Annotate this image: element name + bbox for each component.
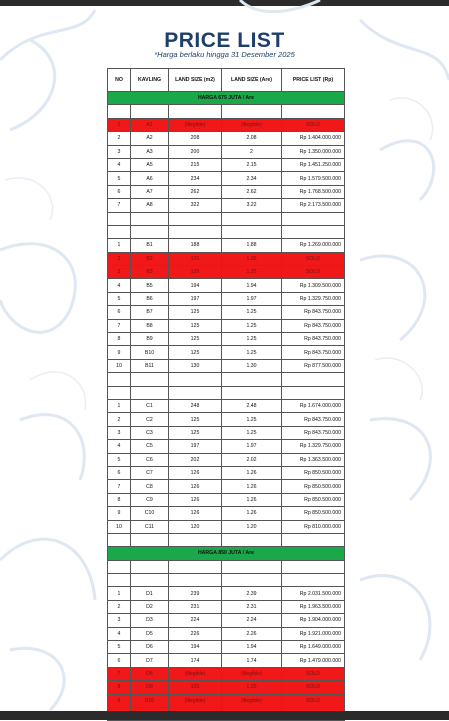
empty-cell xyxy=(131,105,169,118)
cell-land-size-m2: 126 xyxy=(169,507,222,520)
validity-note: *Harga berlaku hingga 31 Desember 2025 xyxy=(154,50,295,59)
empty-cell xyxy=(108,212,131,225)
cell-price: Rp 1.350.000.000 xyxy=(282,145,345,158)
cell-land-size-are: 1.74 xyxy=(222,654,282,667)
cell-land-size-m2: 239 xyxy=(169,587,222,600)
empty-cell xyxy=(131,373,169,386)
cell-kavling: B5 xyxy=(131,279,169,292)
cell-land-size-m2: (illegible) xyxy=(169,118,222,131)
table-row xyxy=(108,279,345,292)
table-row xyxy=(108,426,345,439)
cell-no: 8 xyxy=(108,681,131,694)
cell-land-size-m2: 125 xyxy=(169,306,222,319)
cell-land-size-m2: 125 xyxy=(169,252,222,265)
cell-land-size-are: 1.26 xyxy=(222,507,282,520)
table-row xyxy=(108,614,345,627)
cell-no: 6 xyxy=(108,306,131,319)
cell-no: 2 xyxy=(108,600,131,613)
cell-price: Rp 843.750.000 xyxy=(282,346,345,359)
empty-cell xyxy=(282,105,345,118)
empty-cell xyxy=(131,560,169,573)
cell-no: 7 xyxy=(108,667,131,680)
price-group-band xyxy=(108,92,345,105)
cell-land-size-m2: (illegible) xyxy=(169,667,222,680)
cell-kavling: B10 xyxy=(131,346,169,359)
cell-land-size-are: 1.26 xyxy=(222,466,282,479)
cell-no: 5 xyxy=(108,641,131,654)
table-row xyxy=(108,520,345,533)
cell-price: SOLD xyxy=(282,118,345,131)
cell-land-size-m2: 125 xyxy=(169,346,222,359)
cell-land-size-are: (illegible) xyxy=(222,667,282,680)
top-frame-bar xyxy=(0,0,449,6)
table-row xyxy=(108,480,345,493)
cell-land-size-are: 1.97 xyxy=(222,292,282,305)
cell-kavling: B3 xyxy=(131,266,169,279)
table-row xyxy=(108,185,345,198)
cell-no: 8 xyxy=(108,333,131,346)
cell-no: 4 xyxy=(108,627,131,640)
cell-kavling: C10 xyxy=(131,507,169,520)
cell-no: 9 xyxy=(108,694,131,707)
empty-cell xyxy=(282,560,345,573)
cell-price: Rp 1.579.500.000 xyxy=(282,172,345,185)
cell-kavling: D8 xyxy=(131,667,169,680)
cell-no: 7 xyxy=(108,319,131,332)
cell-price: SOLD xyxy=(282,681,345,694)
cell-price: Rp 1.363.500.000 xyxy=(282,453,345,466)
cell-price: Rp 877.500.000 xyxy=(282,359,345,372)
cell-kavling: A7 xyxy=(131,185,169,198)
sold-row xyxy=(108,118,345,131)
table-body xyxy=(108,92,345,721)
cell-kavling: A6 xyxy=(131,172,169,185)
cell-no: 8 xyxy=(108,493,131,506)
cell-kavling: B9 xyxy=(131,333,169,346)
cell-land-size-m2: 120 xyxy=(169,520,222,533)
cell-price: Rp 1.963.500.000 xyxy=(282,600,345,613)
empty-cell xyxy=(169,386,222,399)
cell-land-size-m2: 262 xyxy=(169,185,222,198)
cell-land-size-m2: 194 xyxy=(169,279,222,292)
cell-land-size-m2: (illegible) xyxy=(169,694,222,707)
cell-land-size-are: 2.15 xyxy=(222,158,282,171)
cell-kavling: D2 xyxy=(131,600,169,613)
cell-kavling: C7 xyxy=(131,466,169,479)
cell-price: Rp 850.500.000 xyxy=(282,493,345,506)
cell-price: Rp 843.750.000 xyxy=(282,413,345,426)
cell-kavling: B1 xyxy=(131,239,169,252)
table-row xyxy=(108,587,345,600)
spacer-row xyxy=(108,574,345,587)
bottom-frame-bar xyxy=(0,711,449,720)
cell-land-size-are: 1.26 xyxy=(222,480,282,493)
cell-land-size-are: (illegible) xyxy=(222,118,282,131)
cell-land-size-are: 1.25 xyxy=(222,426,282,439)
cell-kavling: A2 xyxy=(131,132,169,145)
empty-cell xyxy=(108,225,131,238)
cell-land-size-are: 2.02 xyxy=(222,453,282,466)
spacer-row xyxy=(108,386,345,399)
header-no: NO xyxy=(108,69,131,92)
spacer-row xyxy=(108,225,345,238)
empty-cell xyxy=(131,386,169,399)
table-row xyxy=(108,145,345,158)
cell-land-size-are: 1.25 xyxy=(222,681,282,694)
table-row xyxy=(108,199,345,212)
cell-no: 10 xyxy=(108,359,131,372)
empty-cell xyxy=(282,225,345,238)
cell-kavling: A1 xyxy=(131,118,169,131)
cell-price: Rp 1.309.500.000 xyxy=(282,279,345,292)
cell-price: Rp 1.329.750.000 xyxy=(282,292,345,305)
cell-land-size-are: 1.25 xyxy=(222,346,282,359)
cell-land-size-m2: 231 xyxy=(169,600,222,613)
table-row xyxy=(108,399,345,412)
cell-price: Rp 1.674.000.000 xyxy=(282,399,345,412)
cell-land-size-are: 1.25 xyxy=(222,252,282,265)
spacer-row xyxy=(108,105,345,118)
cell-land-size-are: 1.26 xyxy=(222,493,282,506)
spacer-row xyxy=(108,212,345,225)
cell-land-size-are: 1.25 xyxy=(222,319,282,332)
empty-cell xyxy=(222,225,282,238)
cell-kavling: B7 xyxy=(131,306,169,319)
cell-no: 2 xyxy=(108,132,131,145)
cell-land-size-m2: 322 xyxy=(169,199,222,212)
cell-land-size-m2: 248 xyxy=(169,399,222,412)
cell-price: Rp 843.750.000 xyxy=(282,306,345,319)
empty-cell xyxy=(108,386,131,399)
cell-land-size-are: 2.48 xyxy=(222,399,282,412)
empty-cell xyxy=(169,105,222,118)
cell-no: 3 xyxy=(108,614,131,627)
table-row xyxy=(108,172,345,185)
table-row xyxy=(108,319,345,332)
cell-land-size-are: 2.39 xyxy=(222,587,282,600)
empty-cell xyxy=(282,386,345,399)
cell-price: Rp 1.921.000.000 xyxy=(282,627,345,640)
empty-cell xyxy=(108,105,131,118)
table-row xyxy=(108,466,345,479)
table-row xyxy=(108,292,345,305)
empty-cell xyxy=(222,105,282,118)
empty-cell xyxy=(108,533,131,546)
cell-land-size-m2: 202 xyxy=(169,453,222,466)
table-row xyxy=(108,239,345,252)
empty-cell xyxy=(108,560,131,573)
cell-land-size-m2: 125 xyxy=(169,319,222,332)
cell-kavling: D5 xyxy=(131,627,169,640)
table-row xyxy=(108,654,345,667)
price-list-table xyxy=(107,68,345,721)
cell-land-size-m2: 197 xyxy=(169,440,222,453)
cell-price: Rp 2.031.500.000 xyxy=(282,587,345,600)
cell-land-size-m2: 194 xyxy=(169,641,222,654)
cell-no: 2 xyxy=(108,413,131,426)
empty-cell xyxy=(131,533,169,546)
cell-price: SOLD xyxy=(282,667,345,680)
table-header-row xyxy=(108,69,345,92)
empty-cell xyxy=(282,373,345,386)
cell-land-size-m2: 126 xyxy=(169,493,222,506)
cell-kavling: D1 xyxy=(131,587,169,600)
cell-land-size-are: 2 xyxy=(222,145,282,158)
table-row xyxy=(108,306,345,319)
sold-row xyxy=(108,694,345,707)
cell-land-size-m2: 125 xyxy=(169,426,222,439)
cell-land-size-m2: 234 xyxy=(169,172,222,185)
cell-price: Rp 1.269.000.000 xyxy=(282,239,345,252)
spacer-row xyxy=(108,560,345,573)
cell-no: 1 xyxy=(108,587,131,600)
cell-price: Rp 1.329.750.000 xyxy=(282,440,345,453)
header-price-list: PRICE LIST (Rp) xyxy=(282,69,345,92)
cell-no: 6 xyxy=(108,185,131,198)
cell-no: 5 xyxy=(108,292,131,305)
cell-no: 5 xyxy=(108,453,131,466)
table-row xyxy=(108,440,345,453)
cell-land-size-are: 2.31 xyxy=(222,600,282,613)
cell-price: Rp 1.479.000.000 xyxy=(282,654,345,667)
cell-kavling: D9 xyxy=(131,681,169,694)
cell-price: SOLD xyxy=(282,252,345,265)
cell-price: Rp 1.768.500.000 xyxy=(282,185,345,198)
empty-cell xyxy=(169,560,222,573)
cell-kavling: B8 xyxy=(131,319,169,332)
cell-price: Rp 843.750.000 xyxy=(282,319,345,332)
empty-cell xyxy=(169,574,222,587)
cell-kavling: B11 xyxy=(131,359,169,372)
table-row xyxy=(108,453,345,466)
cell-kavling: C8 xyxy=(131,480,169,493)
cell-no: 2 xyxy=(108,252,131,265)
empty-cell xyxy=(131,212,169,225)
table-row xyxy=(108,507,345,520)
cell-no: 7 xyxy=(108,199,131,212)
cell-land-size-are: 2.34 xyxy=(222,172,282,185)
cell-land-size-m2: 130 xyxy=(169,359,222,372)
cell-price: Rp 2.173.500.000 xyxy=(282,199,345,212)
cell-kavling: B6 xyxy=(131,292,169,305)
cell-land-size-m2: 126 xyxy=(169,480,222,493)
cell-land-size-m2: 174 xyxy=(169,654,222,667)
table-row xyxy=(108,627,345,640)
cell-price: Rp 843.750.000 xyxy=(282,333,345,346)
cell-land-size-are: 1.94 xyxy=(222,279,282,292)
cell-no: 4 xyxy=(108,440,131,453)
cell-land-size-are: 1.94 xyxy=(222,641,282,654)
cell-price: Rp 850.500.000 xyxy=(282,480,345,493)
cell-land-size-m2: 125 xyxy=(169,681,222,694)
cell-land-size-are: 1.30 xyxy=(222,359,282,372)
cell-land-size-are: 1.25 xyxy=(222,413,282,426)
cell-land-size-m2: 125 xyxy=(169,333,222,346)
cell-kavling: C2 xyxy=(131,413,169,426)
cell-no: 6 xyxy=(108,654,131,667)
cell-no: 1 xyxy=(108,239,131,252)
table-row xyxy=(108,132,345,145)
cell-price: Rp 1.404.000.000 xyxy=(282,132,345,145)
cell-price: Rp 1.649.000.000 xyxy=(282,641,345,654)
cell-land-size-m2: 125 xyxy=(169,266,222,279)
header-kavling: KAVLING xyxy=(131,69,169,92)
empty-cell xyxy=(131,225,169,238)
cell-land-size-are: 1.88 xyxy=(222,239,282,252)
cell-kavling: D3 xyxy=(131,614,169,627)
cell-land-size-are: 2.26 xyxy=(222,627,282,640)
cell-land-size-m2: 208 xyxy=(169,132,222,145)
table-row xyxy=(108,346,345,359)
empty-cell xyxy=(169,212,222,225)
cell-no: 9 xyxy=(108,346,131,359)
cell-kavling: D7 xyxy=(131,654,169,667)
cell-kavling: C1 xyxy=(131,399,169,412)
page-title: PRICE LIST xyxy=(164,29,285,52)
cell-kavling: D10 xyxy=(131,694,169,707)
cell-price: Rp 850.500.000 xyxy=(282,466,345,479)
empty-cell xyxy=(131,574,169,587)
empty-cell xyxy=(108,373,131,386)
price-group-band xyxy=(108,547,345,560)
table-row xyxy=(108,600,345,613)
sold-row xyxy=(108,252,345,265)
empty-cell xyxy=(282,533,345,546)
cell-land-size-are: 2.08 xyxy=(222,132,282,145)
cell-land-size-are: 2.24 xyxy=(222,614,282,627)
empty-cell xyxy=(222,212,282,225)
empty-cell xyxy=(169,225,222,238)
cell-no: 1 xyxy=(108,118,131,131)
cell-no: 4 xyxy=(108,158,131,171)
cell-land-size-are: 3.22 xyxy=(222,199,282,212)
cell-land-size-m2: 197 xyxy=(169,292,222,305)
sold-row xyxy=(108,667,345,680)
cell-land-size-m2: 224 xyxy=(169,614,222,627)
cell-kavling: A5 xyxy=(131,158,169,171)
cell-no: 3 xyxy=(108,266,131,279)
cell-kavling: A8 xyxy=(131,199,169,212)
cell-no: 3 xyxy=(108,145,131,158)
price-group-label: HARGA 675 JUTA / Are xyxy=(108,92,345,105)
empty-cell xyxy=(222,533,282,546)
table-row xyxy=(108,359,345,372)
sold-row xyxy=(108,266,345,279)
cell-kavling: D6 xyxy=(131,641,169,654)
empty-cell xyxy=(169,373,222,386)
cell-kavling: A3 xyxy=(131,145,169,158)
cell-land-size-m2: 200 xyxy=(169,145,222,158)
cell-land-size-are: 1.20 xyxy=(222,520,282,533)
table-row xyxy=(108,158,345,171)
price-group-label: HARGA 850 JUTA / Are xyxy=(108,547,345,560)
cell-price: Rp 1.451.250.000 xyxy=(282,158,345,171)
cell-kavling: C11 xyxy=(131,520,169,533)
empty-cell xyxy=(222,386,282,399)
cell-land-size-are: (illegible) xyxy=(222,694,282,707)
cell-no: 6 xyxy=(108,466,131,479)
cell-land-size-m2: 226 xyxy=(169,627,222,640)
empty-cell xyxy=(169,533,222,546)
cell-no: 10 xyxy=(108,520,131,533)
empty-cell xyxy=(282,212,345,225)
cell-land-size-are: 1.97 xyxy=(222,440,282,453)
cell-land-size-m2: 188 xyxy=(169,239,222,252)
cell-land-size-m2: 125 xyxy=(169,413,222,426)
table-row xyxy=(108,333,345,346)
cell-kavling: C3 xyxy=(131,426,169,439)
cell-price: Rp 1.904.000.000 xyxy=(282,614,345,627)
header-land-size-m2: LAND SIZE (m2) xyxy=(169,69,222,92)
header-land-size-are: LAND SIZE (Are) xyxy=(222,69,282,92)
cell-no: 3 xyxy=(108,426,131,439)
cell-price: Rp 843.750.000 xyxy=(282,426,345,439)
cell-no: 9 xyxy=(108,507,131,520)
cell-land-size-are: 1.25 xyxy=(222,333,282,346)
empty-cell xyxy=(222,373,282,386)
cell-kavling: C5 xyxy=(131,440,169,453)
cell-no: 5 xyxy=(108,172,131,185)
cell-kavling: B2 xyxy=(131,252,169,265)
cell-no: 1 xyxy=(108,399,131,412)
cell-kavling: C9 xyxy=(131,493,169,506)
cell-kavling: C6 xyxy=(131,453,169,466)
empty-cell xyxy=(222,574,282,587)
cell-price: Rp 850.500.000 xyxy=(282,507,345,520)
cell-no: 7 xyxy=(108,480,131,493)
table-row xyxy=(108,641,345,654)
cell-land-size-are: 1.25 xyxy=(222,266,282,279)
cell-land-size-are: 1.25 xyxy=(222,306,282,319)
table-row xyxy=(108,413,345,426)
empty-cell xyxy=(222,560,282,573)
cell-land-size-m2: 126 xyxy=(169,466,222,479)
cell-land-size-m2: 215 xyxy=(169,158,222,171)
empty-cell xyxy=(108,574,131,587)
empty-cell xyxy=(282,574,345,587)
cell-price: Rp 810.000.000 xyxy=(282,520,345,533)
spacer-row xyxy=(108,533,345,546)
table-row xyxy=(108,493,345,506)
spacer-row xyxy=(108,373,345,386)
cell-price: SOLD xyxy=(282,266,345,279)
cell-price: SOLD xyxy=(282,694,345,707)
cell-no: 4 xyxy=(108,279,131,292)
sold-row xyxy=(108,681,345,694)
cell-land-size-are: 2.62 xyxy=(222,185,282,198)
